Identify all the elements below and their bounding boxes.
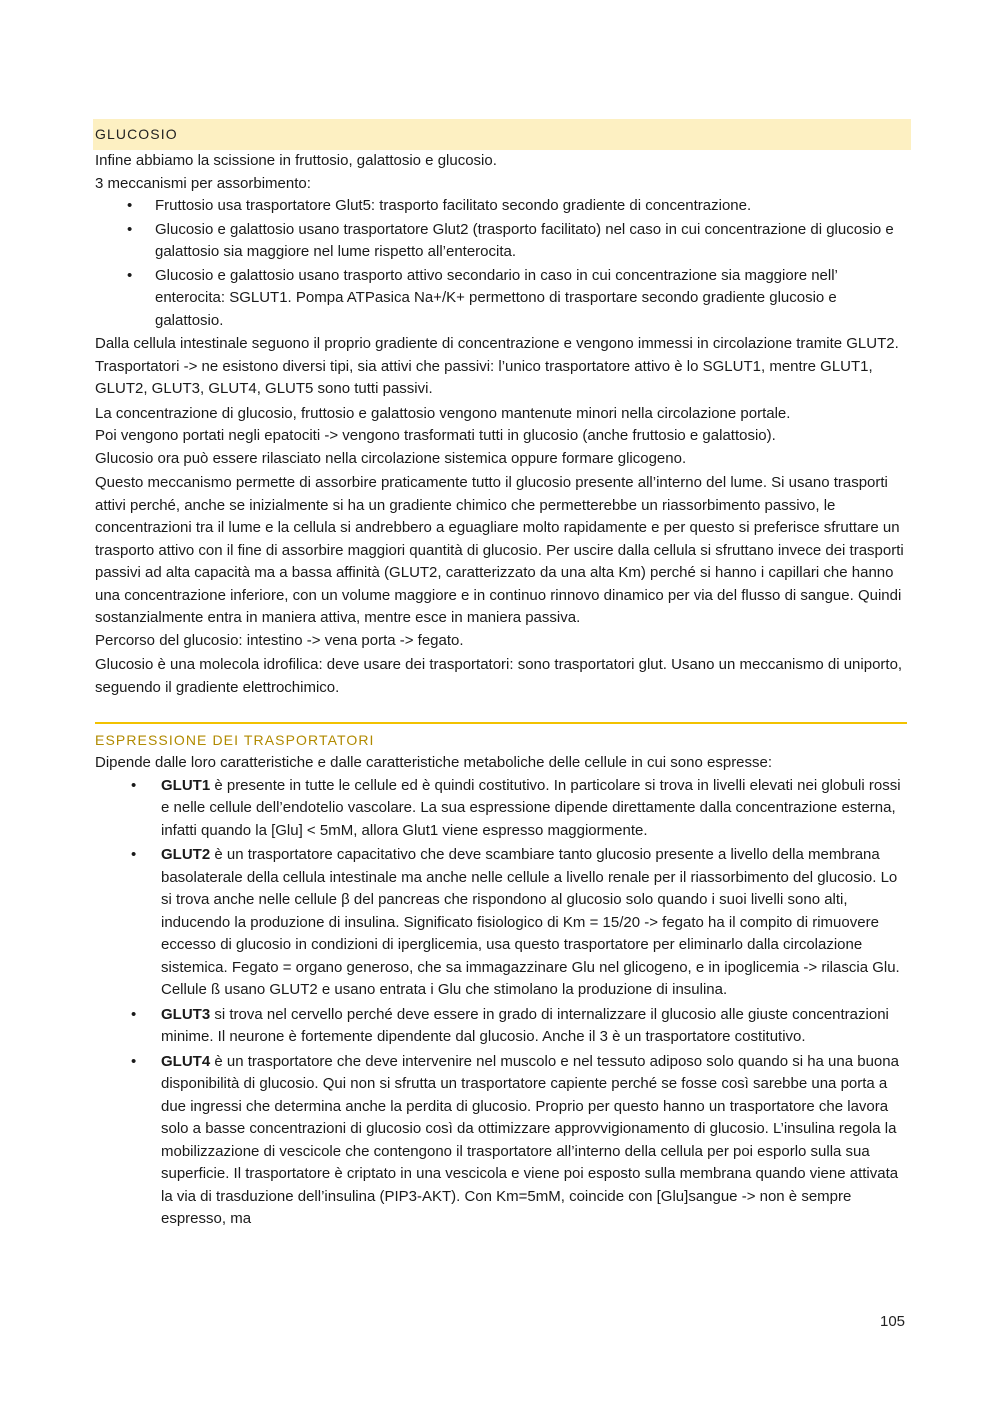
mechanisms-list xyxy=(95,195,907,332)
list-item xyxy=(95,1004,907,1049)
list-item xyxy=(95,844,907,1002)
paragraph: La concentrazione di glucosio, fruttosio e galattosio vengono mantenute minori nella circolazione portale. xyxy=(95,404,791,422)
item-text: è un trasportatore capacitativo che deve scambiare tanto glucosio presente a livello della membrana basolaterale della cellula intestinale ma anche nelle cellule a livello renale per il riassorbimento del glucosio. Lo si trova anche nelle cellule β del pancreas che rispondono al glucosio solo quando i suoi livelli sono alti, inducendo la produzione di insulina. Significato fisiologico di Km = 15/20 -> fegato ha il compito di rimuovere eccesso di glucosio in condizioni di iperglicemia, usa questo trasportatore per eliminarlo dalla circolazione sistemica. Fegato = organo generoso, che sa immagazzinare Glu nel glicogeno, e in ipoglicemia -> rilascia Glu. Cellule ß usano GLUT2 e usano entrata i Glu che stimolano la produzione di insulina. xyxy=(161,846,900,998)
term-glut4: GLUT4 xyxy=(161,1052,211,1070)
list-item xyxy=(95,775,907,843)
paragraph: Poi vengono portati negli epatociti -> vengono trasformati tutti in glucosio (anche fruttosio e galattosio). xyxy=(95,427,776,444)
term-glut1: GLUT1 xyxy=(161,776,211,794)
section-heading-glucosio: GLUCOSIO xyxy=(93,119,911,150)
page-number: 105 xyxy=(880,1313,906,1330)
section-heading-espressione: ESPRESSIONE DEI TRASPORTATORI xyxy=(95,732,375,748)
item-text: si trova nel cervello perché deve essere in grado di internalizzare il glucosio alle giuste concentrazioni minime. Il neurone è fortemente dipendente dal glucosio. Anche il 3 è un trasportatore costitutivo. xyxy=(161,1005,889,1045)
term-glut3: GLUT3 xyxy=(161,1005,211,1023)
item-text: è un trasportatore che deve intervenire nel muscolo e nel tessuto adiposo solo quando si ha una buona disponibilità di glucosio. Qui non si sfrutta un trasportatore capiente perché se fosse così sarebbe una porta a due ingressi che determina anche la perdita di glucosio. Proprio per questo hanno un trasportatore che lavora solo a basse concentrazioni di glucosio così da ottimizzare approvvigionamento di glucosio. L’insulina regola la mobilizzazione di vescicole che contengono il trasportatore all’interno della cellula per poi esporlo sulla sua superficie. Il trasportatore è criptato in una vescicola e viene poi esposto sulla membrana quando viene attivata la via di trasduzione dell’insulina (PIP3-AKT). Con Km=5mM, coincide con [Glu]sangue -> non è sempre espresso, ma xyxy=(161,1052,899,1227)
paragraph: Trasportatori -> ne esistono diversi tipi, sia attivi che passivi: l’unico trasportatore attivo è lo SGLUT1, mentre GLUT1, GLUT2, GLUT3, GLUT4, GLUT5 sono tutti passivi. xyxy=(95,357,873,397)
list-item xyxy=(95,1051,907,1231)
list-item: • Glucosio e galattosio usano trasportatore Glut2 (trasporto facilitato) nel caso in cui concentrazione di glucosio e galattosio sia maggiore nel lume rispetto all’enterocita. xyxy=(95,219,907,264)
paragraph: Glucosio ora può essere rilasciato nella circolazione sistemica oppure formare glicogeno. xyxy=(95,449,687,467)
list-item: • Glucosio e galattosio usano trasporto attivo secondario in caso in cui concentrazione sia maggiore nell’ enterocita: SGLUT1. Pompa ATPasica Na+/K+ permettono di trasportare secondo gradiente glucosio e galattosio. xyxy=(95,265,907,333)
item-text: è presente in tutte le cellule ed è quindi costitutivo. In particolare si trova in livelli elevati nei globuli rossi e nelle cellule dell’endotelio vascolare. La sua espressione dipende direttamente dalla concentrazione esterna, infatti quando la [Glu] < 5mM, allora Glut1 viene espresso maggiormente. xyxy=(161,776,901,839)
paragraph: Dipende dalle loro caratteristiche e dalle caratteristiche metaboliche delle cellule in cui sono espresse: xyxy=(95,754,773,771)
transporters-list xyxy=(95,775,907,1231)
paragraph: Questo meccanismo permette di assorbire praticamente tutto il glucosio presente all’interno del lume. Si usano trasporti attivi perché, anche se inizialmente si ha un gradiente chimico che permetterebbe un riassorbimento passivo, le concentrazioni tra il lume e la cellula si andrebbero a eguagliare molto rapidamente e per questo si preferisce sfruttare un trasporto attivo con il fine di assorbire maggiori quantità di glucosio. Per uscire dalla cellula si sfruttano invece dei trasporti passivi ad alta capacità ma a bassa affinità (GLUT2, caratterizzato da una alta Km) perché si hanno i capillari che hanno una concentrazione inferiore, con un volume maggiore e in continuo rinnovo dinamico per via del flusso di sangue. Quindi sostanzialmente entra in maniera attiva, mentre esce in maniera passiva. xyxy=(95,474,904,626)
paragraph: Dalla cellula intestinale seguono il proprio gradiente di concentrazione e vengono immessi in circolazione tramite GLUT2. xyxy=(95,335,899,352)
paragraph: Percorso del glucosio: intestino -> vena porta -> fegato. xyxy=(95,631,464,649)
list-item: • Fruttosio usa trasportatore Glut5: trasporto facilitato secondo gradiente di concentrazione. xyxy=(95,195,907,218)
section-divider xyxy=(95,722,907,724)
page-content xyxy=(95,119,907,1233)
paragraph: Glucosio è una molecola idrofilica: deve usare dei trasportatori: sono trasportatori glut. Usano un meccanismo di uniporto, seguendo il gradiente elettrochimico. xyxy=(95,656,903,696)
paragraph: Infine abbiamo la scissione in fruttosio, galattosio e glucosio. xyxy=(95,152,497,169)
term-glut2: GLUT2 xyxy=(161,846,211,863)
paragraph: 3 meccanismi per assorbimento: xyxy=(95,174,311,192)
